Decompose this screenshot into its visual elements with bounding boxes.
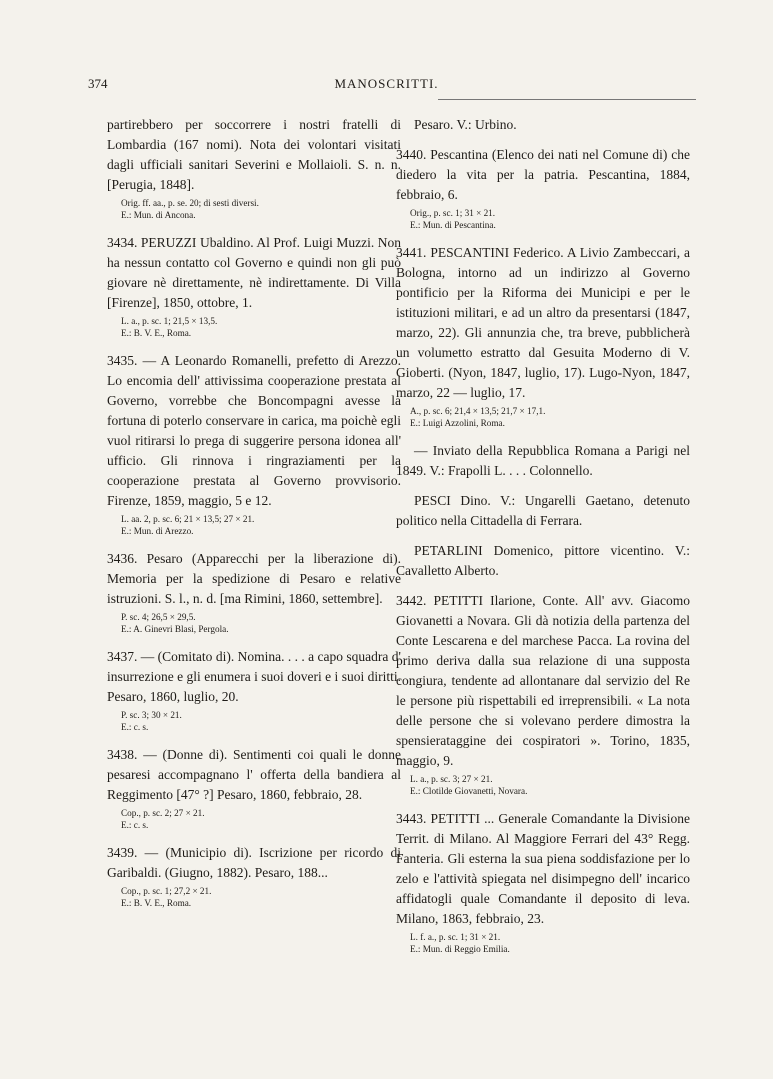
entry-number: 3436.: [107, 551, 138, 566]
catalog-entry: [396, 591, 690, 797]
entry-number: 3438.: [107, 747, 138, 762]
entry-number: 3441.: [396, 245, 427, 260]
entry-owner: E.: Luigi Azzolini, Roma.: [410, 418, 505, 428]
cross-reference: — Inviato della Repubblica Romana a Parigi nel 1849. V.: Frapolli L. . . . Colonnello.: [396, 443, 690, 478]
entry-meta: [121, 807, 401, 831]
entry-text: — (Comitato di). Nomina. . . . a capo squadra d' insurrezione e gli enumera i suoi doveri e i suoi diritti. Pesaro, 1860, luglio, 20.: [107, 649, 401, 704]
entry-owner: E.: c. s.: [121, 722, 149, 732]
entry-text: Pesaro (Apparecchi per la liberazione di). Memoria per la spedizione di Pesaro e relative istruzioni. S. l., n. d. [ma Rimini, 1860, settembre].: [107, 551, 401, 606]
entry-meta: [121, 709, 401, 733]
entry-text: — (Donne di). Sentimenti coi quali le donne pesaresi accompagnano l' offerta della bandiera al Reggimento [47° ?] Pesaro, 1860, febbraio, 28.: [107, 747, 402, 802]
entry-number: 3440.: [396, 147, 427, 162]
entry-physical: Cop., p. sc. 2; 27 × 21.: [121, 808, 205, 818]
entry-meta: [410, 207, 690, 231]
right-column: [396, 115, 690, 967]
catalog-entry: [107, 233, 401, 339]
entry-text: PETITTI ... Generale Comandante la Divisione Territ. di Milano. Al Maggiore Ferrari del 43° Regg. Fanteria. Gli esterna la sua piena soddisfazione per lo zelo e l'attività spiegata nel disimpegno dell' incarico affidatogli quale Comandante il deposito di leva. Milano, 1863, febbraio, 23.: [396, 811, 691, 926]
catalog-entry: [107, 745, 401, 831]
entry-number: 3434.: [107, 235, 138, 250]
cross-reference: PESCI Dino. V.: Ungarelli Gaetano, detenuto politico nella Cittadella di Ferrara.: [396, 493, 690, 528]
entry-physical: Cop., p. sc. 1; 27,2 × 21.: [121, 886, 212, 896]
entry-physical: L. a., p. sc. 1; 21,5 × 13,5.: [121, 316, 218, 326]
entry-meta: [121, 197, 401, 221]
catalog-entry: [396, 243, 690, 429]
cross-reference: PETARLINI Domenico, pittore vicentino. V.: Cavalletto Alberto.: [396, 543, 690, 578]
entry-physical: Orig. ff. aa., p. se. 20; di sesti diversi.: [121, 198, 259, 208]
entry-number: 3437.: [107, 649, 138, 664]
entry-meta: [121, 315, 401, 339]
entry-owner: E.: Mun. di Pescantina.: [410, 220, 496, 230]
entry-owner: E.: Mun. di Reggio Emilia.: [410, 944, 510, 954]
entry-owner: E.: Mun. di Ancona.: [121, 210, 196, 220]
entry-physical: L. a., p. sc. 3; 27 × 21.: [410, 774, 493, 784]
entry-meta: [410, 405, 690, 429]
entry-meta: [121, 513, 401, 537]
entry-owner: E.: B. V. E., Roma.: [121, 898, 192, 908]
entry-text: PETITTI Ilarione, Conte. All' avv. Giacomo Giovanetti a Novara. Gli dà notizia della partenza del Conte Lescarena e del marchese Pacca. La rovina del primo deriva dalla sua relazione di una supposta congiura, tendente ad allontanare dal servizio del Re le persone più rispettabili ed irreprensibili. « La nota delle persone che si volevano perdere dimostra la spensierataggine dei cospiratori ». Torino, 1835, maggio, 9.: [396, 593, 690, 768]
catalog-entry: [107, 647, 401, 733]
left-column: [107, 115, 401, 921]
entry-meta: [121, 611, 401, 635]
entry-text: — (Municipio di). Iscrizione per ricordo di Garibaldi. (Giugno, 1882). Pesaro, 188...: [107, 845, 401, 880]
entry-text: partirebbero per soccorrere i nostri fratelli di Lombardia (167 nomi). Nota dei volontari visitati dagli ufficiali sanitari Severini e Mollaioli. S. n. n. [Perugia, 1848].: [107, 117, 401, 192]
catalog-entry: [107, 115, 401, 221]
entry-owner: E.: A. Ginevri Blasi, Pergola.: [121, 624, 229, 634]
entry-number: 3439.: [107, 845, 138, 860]
catalog-entry: [107, 549, 401, 635]
entry-owner: E.: Clotilde Giovanetti, Novara.: [410, 786, 528, 796]
page-header: [88, 76, 685, 94]
entry-text: PERUZZI Ubaldino. Al Prof. Luigi Muzzi. Non ha nessun contatto col Governo e quindi non gli può giovare nè direttamente, nè indirettamente. Di Villa [Firenze], 1850, ottobre, 1.: [107, 235, 402, 310]
entry-number: 3443.: [396, 811, 427, 826]
entry-meta: [410, 931, 690, 955]
entry-owner: E.: Mun. di Arezzo.: [121, 526, 194, 536]
entry-text: PESCANTINI Federico. A Livio Zambeccari, a Bologna, intorno ad un indirizzo al Governo pontificio per la Riforma dei Municipi e per le istituzioni militari, e ad un altro da presentarsi (1847, marzo, 22). Gli annunzia che, tra breve, pubblicherà un volumetto estratto dal Gesuita Moderno di V. Gioberti. (Nyon, 1847, luglio, 17). Lugo-Nyon, 1847, marzo, 22 — luglio, 17.: [396, 245, 691, 400]
entry-physical: Orig., p. sc. 1; 31 × 21.: [410, 208, 496, 218]
entry-text: Pescantina (Elenco dei nati nel Comune di) che diedero la vita per la patria. Pescantina, 1884, febbraio, 6.: [396, 147, 690, 202]
page-number: 374: [88, 76, 108, 91]
entry-physical: A., p. sc. 6; 21,4 × 13,5; 21,7 × 17,1.: [410, 406, 546, 416]
entry-number: 3435.: [107, 353, 138, 368]
entry-owner: E.: B. V. E., Roma.: [121, 328, 192, 338]
catalog-entry: [396, 145, 690, 231]
entry-physical: L. f. a., p. sc. 1; 31 × 21.: [410, 932, 501, 942]
running-title: MANOSCRITTI.: [334, 76, 439, 91]
entry-physical: P. sc. 4; 26,5 × 29,5.: [121, 612, 196, 622]
entry-owner: E.: c. s.: [121, 820, 149, 830]
catalog-entry: [107, 351, 401, 537]
entry-physical: L. aa. 2, p. sc. 6; 21 × 13,5; 27 × 21.: [121, 514, 255, 524]
catalog-entry: [107, 843, 401, 909]
entry-physical: P. sc. 3; 30 × 21.: [121, 710, 182, 720]
entry-number: 3442.: [396, 593, 427, 608]
entry-meta: [410, 773, 690, 797]
cross-reference: Pesaro. V.: Urbino.: [414, 117, 517, 132]
entry-meta: [121, 885, 401, 909]
entry-text: — A Leonardo Romanelli, prefetto di Arezzo. Lo encomia dell' attivissima cooperazione prestata al Governo, vorrebbe che Boncompagni avesse la fortuna di poterlo conservare in carica, ma poichè egli vuol ritirarsi lo prega di suggerire persona idonea all' ufficio. Gli rinnova i ringraziamenti per la cooperazione prestata al Governo provvisorio. Firenze, 1859, maggio, 5 e 12.: [107, 353, 402, 508]
header-rule: [438, 99, 696, 100]
catalog-entry: [396, 809, 690, 955]
